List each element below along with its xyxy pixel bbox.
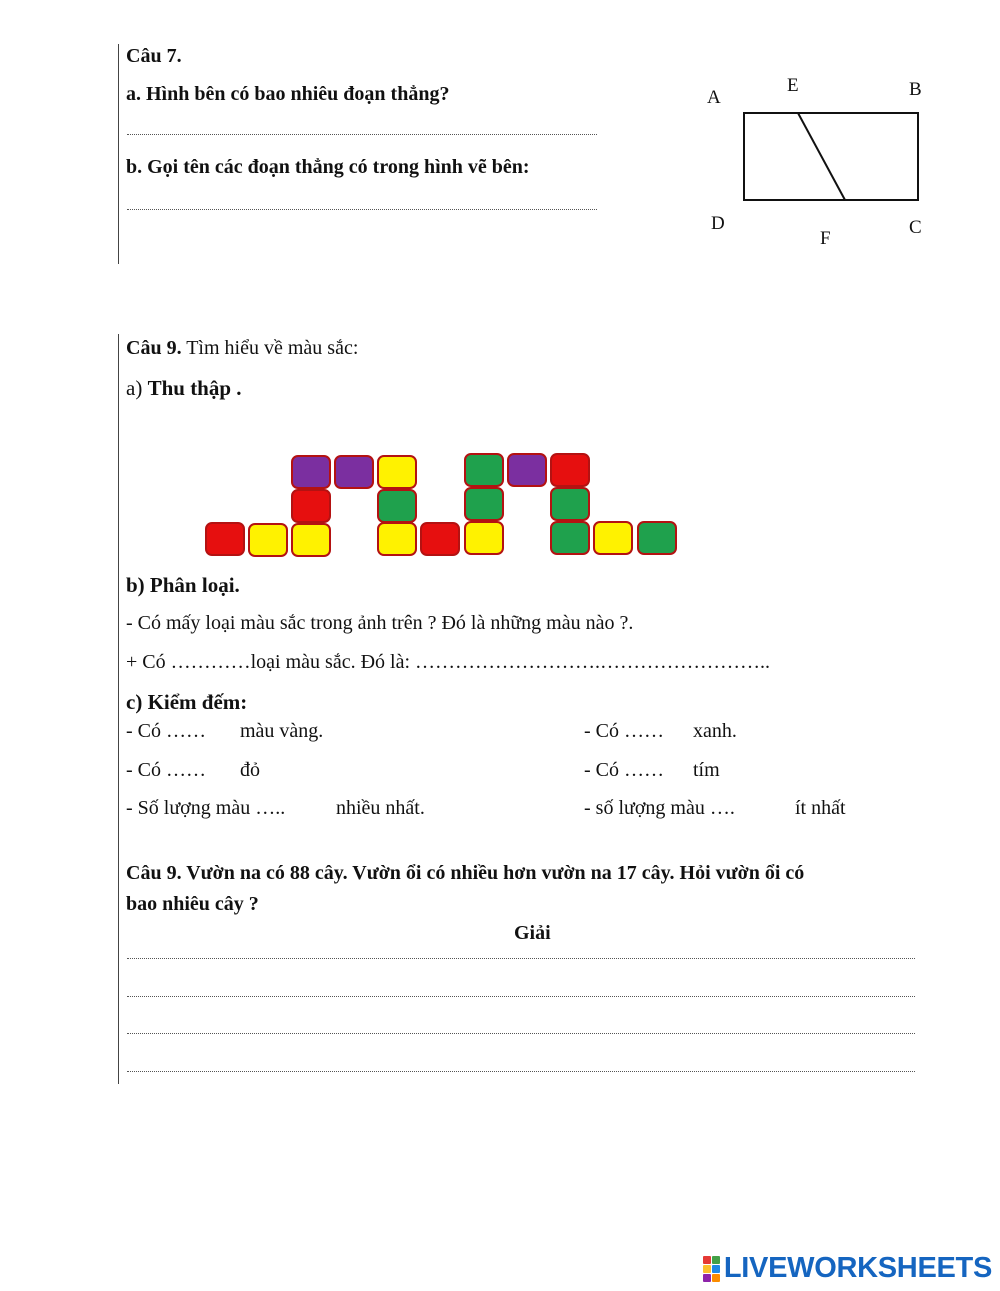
q9-part-a-prefix: a) — [126, 376, 148, 400]
count-green-text: xanh. — [693, 720, 737, 742]
point-label-d: D — [711, 213, 725, 234]
solution-line[interactable] — [127, 996, 915, 997]
color-block — [377, 455, 417, 489]
count-red-text: đỏ — [240, 759, 260, 781]
color-block — [464, 453, 504, 487]
liveworksheets-logo-icon — [703, 1256, 720, 1282]
point-label-c: C — [909, 217, 922, 238]
color-block — [507, 453, 547, 487]
liveworksheets-logo-text: LIVEWORKSHEETS — [723, 1252, 992, 1284]
most-color-text: nhiều nhất. — [336, 797, 425, 819]
solution-line[interactable] — [127, 1033, 915, 1034]
q7-part-b: b. Gọi tên các đoạn thẳng có trong hình vẽ bên: — [126, 156, 530, 178]
color-block — [248, 523, 288, 557]
point-label-b: B — [909, 79, 922, 100]
most-color-label[interactable]: - Số lượng màu ….. — [126, 797, 286, 819]
color-block — [291, 489, 331, 523]
color-block — [420, 522, 460, 556]
count-yellow-label[interactable]: - Có …… — [126, 720, 206, 742]
q7-answer-b-line[interactable] — [127, 209, 597, 210]
least-color-text: ít nhất — [795, 797, 846, 819]
color-block — [464, 487, 504, 521]
color-block — [377, 522, 417, 556]
solution-line[interactable] — [127, 1071, 915, 1072]
color-block — [291, 455, 331, 489]
count-yellow-text: màu vàng. — [240, 720, 324, 742]
rectangle-figure — [740, 110, 922, 204]
liveworksheets-logo — [703, 1252, 992, 1285]
color-block — [637, 521, 677, 555]
q9-part-b-question: - Có mấy loại màu sắc trong ảnh trên ? Đó là những màu nào ?. — [126, 612, 634, 634]
point-label-a: A — [707, 87, 721, 108]
margin-line-q7 — [118, 44, 119, 264]
q9-title-text: Tìm hiểu về màu sắc: — [181, 337, 359, 359]
q7-part-a: a. Hình bên có bao nhiêu đoạn thẳng? — [126, 83, 450, 105]
word-problem-line1: Câu 9. Vườn na có 88 cây. Vườn ổi có nhiều hơn vườn na 17 cây. Hỏi vườn ổi có — [126, 862, 805, 884]
solution-line[interactable] — [127, 958, 915, 959]
color-block — [205, 522, 245, 556]
margin-line-q9 — [118, 334, 119, 1084]
q9-part-a — [126, 376, 242, 401]
word-problem-line2: bao nhiêu cây ? — [126, 893, 259, 915]
q9-part-b-answer[interactable]: + Có …………loại màu sắc. Đó là: ……………………….…………………….. — [126, 651, 771, 673]
count-purple-label[interactable]: - Có …… — [584, 759, 664, 781]
color-block — [291, 523, 331, 557]
color-block — [550, 453, 590, 487]
q9-part-b-title: b) Phân loại. — [126, 573, 240, 597]
color-block — [550, 521, 590, 555]
color-block — [593, 521, 633, 555]
q9-title-label: Câu 9. — [126, 337, 182, 359]
count-purple-text: tím — [693, 759, 720, 781]
color-block — [550, 487, 590, 521]
count-green-label[interactable]: - Có …… — [584, 720, 664, 742]
q7-title: Câu 7. — [126, 45, 182, 67]
color-block — [334, 455, 374, 489]
point-label-f: F — [820, 228, 831, 249]
q7-answer-a-line[interactable] — [127, 134, 597, 135]
color-block — [464, 521, 504, 555]
color-block — [377, 489, 417, 523]
least-color-label[interactable]: - số lượng màu …. — [584, 797, 735, 819]
q9-title — [126, 337, 358, 360]
q9-part-c-title: c) Kiểm đếm: — [126, 690, 248, 714]
solution-heading: Giải — [514, 922, 551, 944]
point-label-e: E — [787, 75, 799, 96]
q9-part-a-title: Thu thập . — [147, 376, 242, 400]
count-red-label[interactable]: - Có …… — [126, 759, 206, 781]
